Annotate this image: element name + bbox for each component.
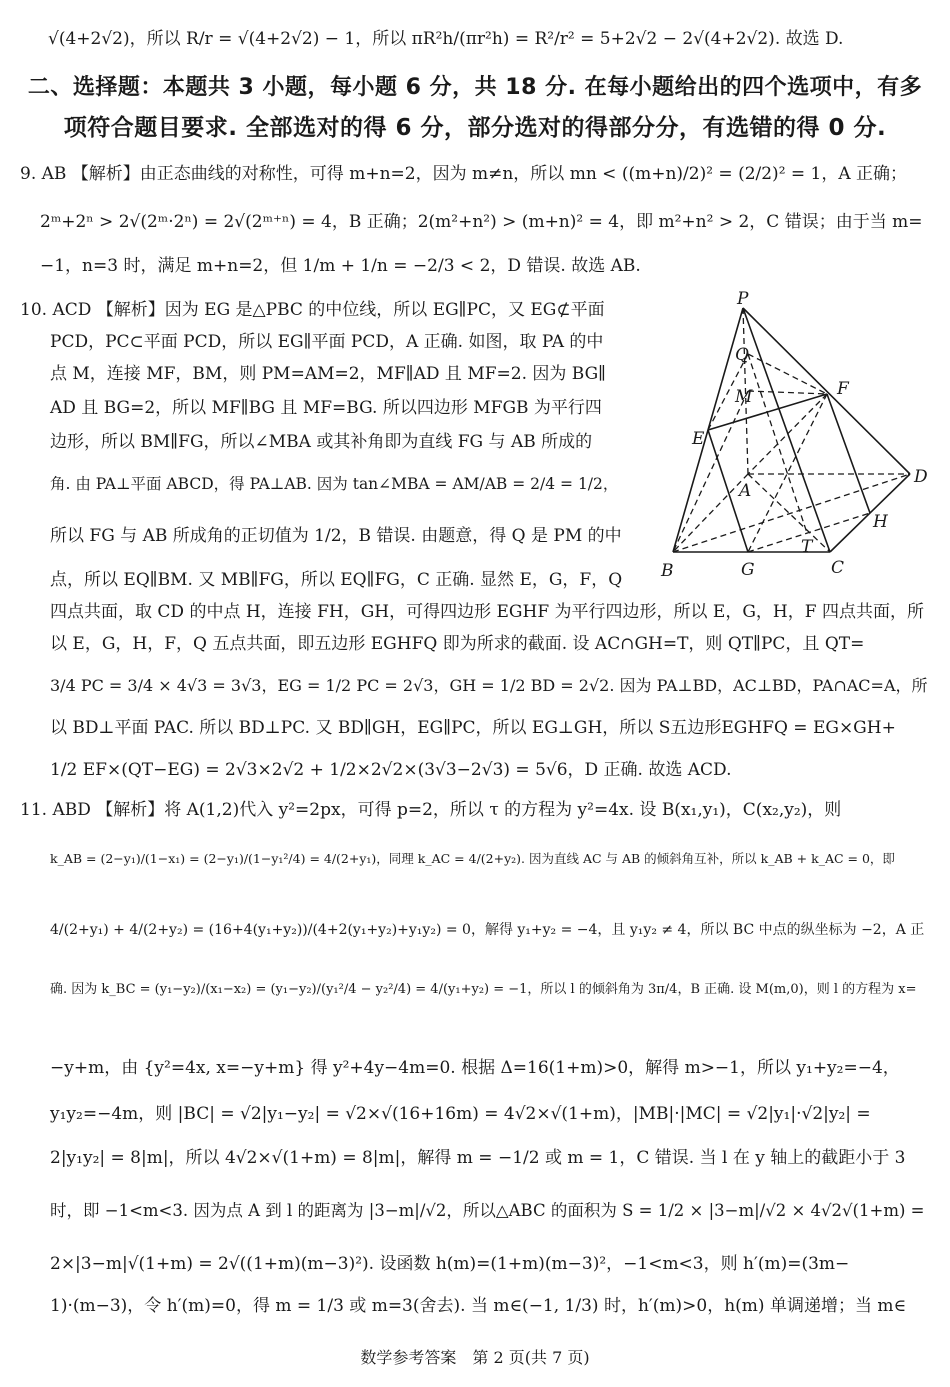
label-P: P — [737, 290, 749, 309]
page-footer: 数学参考答案 第 2 页(共 7 页) — [360, 1348, 590, 1367]
q10-line: 以 E，G，H，F，Q 五点共面，即五边形 EGHFQ 即为所求的截面. 设 AC∩GH=T，则 QT∥PC，且 QT= — [50, 634, 865, 654]
q11-line: 1)·(m−3)，令 h′(m)=0，得 m = 1/3 或 m=3(舍去). 当 m∈(−1, 1/3) 时，h′(m)>0，h(m) 单调递增；当 m∈ — [50, 1296, 907, 1316]
q10-line: 角. 由 PA⊥平面 ABCD，得 PA⊥AB. 因为 tan∠MBA = AM/AB = 2/4 = 1/2， — [50, 475, 619, 493]
label-H: H — [873, 512, 888, 532]
edge-PD — [743, 308, 910, 474]
q10-line: 10. ACD 【解析】因为 EG 是△PBC 的中位线，所以 EG∥PC，又 EG⊄平面 — [20, 300, 605, 320]
label-C: C — [831, 558, 845, 578]
q9-line: −1，n=3 时，满足 m+n=2，但 1/m + 1/n = −2/3 < 2，D 错误. 故选 AB. — [40, 256, 641, 276]
q10-line: 点，所以 EQ∥BM. 又 MB∥FG，所以 EQ∥FG，C 正确. 显然 E，G，F，Q — [50, 570, 623, 590]
q10-line: 1/2 EF×(QT−EG) = 2√3×2√2 + 1/2×2√2×(3√3−2√3) = 5√6，D 正确. 故选 ACD. — [50, 760, 732, 780]
q10-line: AD 且 BG=2，所以 MF∥BG 且 MF=BG. 所以四边形 MFGB 为平行四 — [50, 398, 602, 418]
q11-line: −y+m，由 {y²=4x, x=−y+m} 得 y²+4y−4m=0. 根据 Δ=16(1+m)>0，解得 m>−1，所以 y₁+y₂=−4， — [50, 1058, 900, 1078]
label-E: E — [692, 429, 705, 449]
q10-line: 以 BD⊥平面 PAC. 所以 BD⊥PC. 又 BD∥GH，EG∥PC，所以 EG⊥GH，所以 S五边形EGHFQ = EG×GH+ — [50, 718, 896, 738]
q11-line: y₁y₂=−4m，则 |BC| = √2|y₁−y₂| = √2×√(16+16m) = 4√2×√(1+m)，|MB|·|MC| = √2|y₁|·√2|y₂| = — [50, 1104, 871, 1124]
q9-line: 2ᵐ+2ⁿ > 2√(2ᵐ·2ⁿ) = 2√(2ᵐ⁺ⁿ) = 4，B 正确；2(m²+n²) > (m+n)² = 4，即 m²+n² > 2，C 错误；由于当 m= — [40, 212, 923, 232]
q10-line: 3/4 PC = 3/4 × 4√3 = 3√3，EG = 1/2 PC = 2√3，GH = 1/2 BD = 2√2. 因为 PA⊥BD，AC⊥BD，PA∩AC=A，所 — [50, 676, 928, 695]
pyramid-figure — [655, 290, 945, 590]
q9-line: 9. AB 【解析】由正态曲线的对称性，可得 m+n=2，因为 m≠n，所以 mn < ((m+n)/2)² = (2/2)² = 1，A 正确； — [20, 164, 908, 184]
label-F: F — [837, 379, 849, 399]
q10-line: 四点共面，取 CD 的中点 H，连接 FH，GH，可得四边形 EGHF 为平行四边形，所以 E，G，H，F 四点共面，所 — [50, 602, 924, 622]
section-heading: 二、选择题：本题共 3 小题，每小题 6 分，共 18 分. 在每小题给出的四个选项中，有多 — [27, 75, 923, 100]
label-A: A — [739, 481, 752, 501]
edge-QF — [748, 354, 827, 394]
q10-line: 所以 FG 与 AB 所成角的正切值为 1/2，B 错误. 由题意，得 Q 是 PM 的中 — [50, 526, 622, 546]
label-M: M — [735, 387, 753, 407]
q10-line: 点 M，连接 MF，BM，则 PM=AM=2，MF∥AD 且 MF=2. 因为 BG∥ — [50, 364, 607, 384]
q11-line: 11. ABD 【解析】将 A(1,2)代入 y²=2px，可得 p=2，所以 τ 的方程为 y²=4x. 设 B(x₁,y₁)，C(x₂,y₂)，则 — [20, 800, 842, 820]
edge-PC — [743, 308, 830, 552]
label-D: D — [914, 467, 928, 487]
label-B: B — [661, 561, 674, 581]
edge-MF — [748, 391, 827, 394]
edge-MB — [673, 391, 748, 552]
q11-line: 2|y₁y₂| = 8|m|，所以 4√2×√(1+m) = 8|m|，解得 m = −1/2 或 m = 1，C 错误. 当 l 在 y 轴上的截距小于 3 — [50, 1148, 906, 1168]
label-T: T — [801, 537, 813, 557]
q10-line: PCD，PC⊂平面 PCD，所以 EG∥平面 PCD，A 正确. 如图，取 PA 的中 — [50, 332, 604, 352]
q11-line: k_AB = (2−y₁)/(1−x₁) = (2−y₁)/(1−y₁²/4) = 4/(2+y₁)，同理 k_AC = 4/(2+y₂). 因为直线 AC 与 AB 的倾斜角互补，所以 k_AB + k_AC = 0，即 — [50, 851, 895, 866]
q11-line: 确. 因为 k_BC = (y₁−y₂)/(x₁−x₂) = (y₁−y₂)/(y₁²/4 − y₂²/4) = 4/(y₁+y₂) = −1，所以 l 的倾斜角为 3π/4，B 正确. 设 M(m,0)，则 l 的方程为 x= — [50, 982, 917, 997]
q11-line: 4/(2+y₁) + 4/(2+y₂) = (16+4(y₁+y₂))/(4+2(y₁+y₂)+y₁y₂) = 0，解得 y₁+y₂ = −4，且 y₁y₂ ≠ 4，所以 BC 中点的纵坐标为 −2，A 正 — [50, 922, 925, 938]
label-Q: Q — [735, 345, 749, 365]
q11-line: 时，即 −1<m<3. 因为点 A 到 l 的距离为 |3−m|/√2，所以△ABC 的面积为 S = 1/2 × |3−m|/√2 × 4√2√(1+m) = — [50, 1201, 925, 1220]
q10-line: 边形，所以 BM∥FG，所以∠MBA 或其补角即为直线 FG 与 AB 所成的 — [50, 432, 593, 452]
answer-line: √(4+2√2)，所以 R/r = √(4+2√2) − 1，所以 πR²h/(πr²h) = R²/r² = 5+2√2 − 2√(4+2√2). 故选 D. — [48, 29, 844, 49]
edge-AC — [748, 474, 830, 552]
section-heading-cont: 项符合题目要求. 全部选对的得 6 分，部分选对的得部分分，有选错的得 0 分. — [63, 115, 887, 141]
label-G: G — [741, 560, 755, 580]
q11-line: 2×|3−m|√(1+m) = 2√((1+m)(m−3)²). 设函数 h(m)=(1+m)(m−3)²，−1<m<3，则 h′(m)=(3m− — [50, 1254, 850, 1274]
